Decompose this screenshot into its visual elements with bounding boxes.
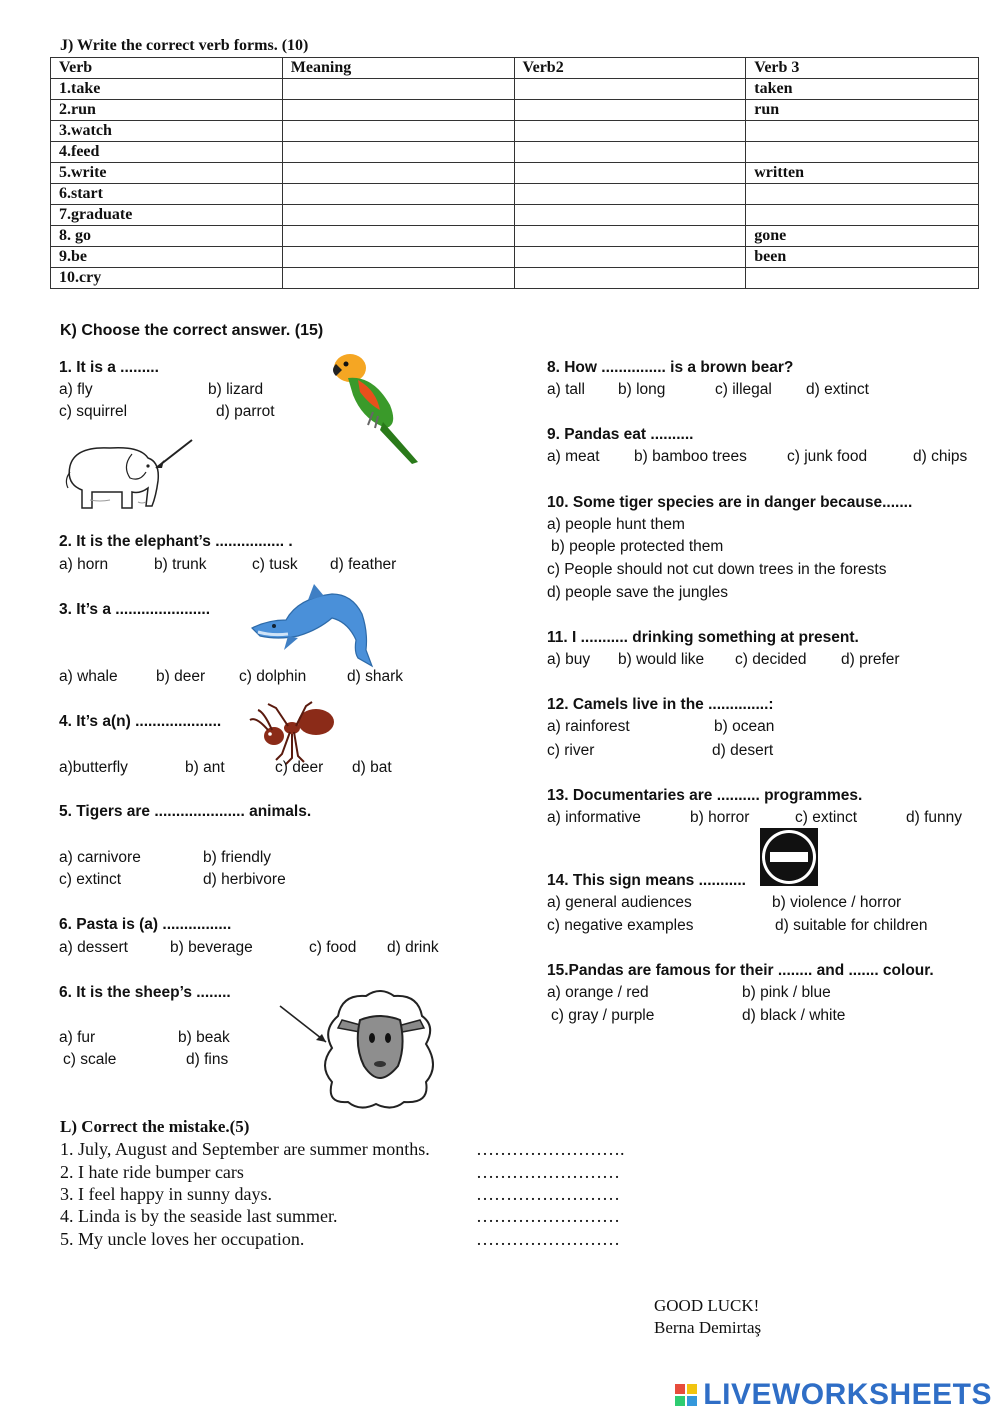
option-2d[interactable]: d) feather — [330, 556, 397, 573]
question-5: 5. Tigers are ..................... animals. — [59, 803, 312, 820]
question-4: 4. It’s a(n) .................... — [59, 713, 222, 730]
cell-verb: 7.graduate — [51, 205, 283, 226]
option-6a[interactable]: a) dessert — [59, 939, 128, 956]
table-row — [51, 226, 979, 247]
option-11c[interactable]: c) decided — [735, 651, 807, 668]
cell-meaning[interactable] — [282, 184, 514, 205]
option-7a[interactable]: a) fur — [59, 1029, 96, 1046]
option-12d[interactable]: d) desert — [712, 742, 774, 759]
cell-verb2[interactable] — [514, 226, 746, 247]
cell-meaning[interactable] — [282, 79, 514, 100]
cell-verb: 10.cry — [51, 268, 283, 289]
section-l-title: L) Correct the mistake.(5) — [60, 1117, 250, 1136]
cell-verb2[interactable] — [514, 163, 746, 184]
cell-verb: 9.be — [51, 247, 283, 268]
option-3b[interactable]: b) deer — [156, 668, 206, 685]
option-8c[interactable]: c) illegal — [715, 381, 772, 398]
option-6c[interactable]: c) food — [309, 939, 357, 956]
option-6b[interactable]: b) beverage — [170, 939, 253, 956]
section-k-title: K) Choose the correct answer. (15) — [60, 322, 324, 339]
header-meaning: Meaning — [282, 58, 514, 79]
cell-verb2[interactable] — [514, 268, 746, 289]
header-verb: Verb — [51, 58, 283, 79]
cell-meaning[interactable] — [282, 247, 514, 268]
cell-verb3[interactable] — [746, 142, 979, 163]
cell-verb: 2.run — [51, 100, 283, 121]
cell-verb2[interactable] — [514, 100, 746, 121]
header-verb2: Verb2 — [514, 58, 746, 79]
option-1a[interactable]: a) fly — [59, 381, 93, 398]
option-15b[interactable]: b) pink / blue — [742, 984, 831, 1001]
question-2: 2. It is the elephant’s ................ . — [59, 533, 293, 550]
cell-meaning[interactable] — [282, 163, 514, 184]
question-8: 8. How ............... is a brown bear? — [547, 359, 794, 376]
table-row — [51, 247, 979, 268]
answer-blank-3[interactable]: …………………… — [476, 1184, 620, 1204]
option-12c[interactable]: c) river — [547, 742, 595, 759]
mistake-sentence-3: 3. I feel happy in sunny days. — [60, 1184, 272, 1204]
option-3c[interactable]: c) dolphin — [239, 668, 307, 685]
option-14b[interactable]: b) violence / horror — [772, 894, 902, 911]
cell-meaning[interactable] — [282, 268, 514, 289]
option-9c[interactable]: c) junk food — [787, 448, 868, 465]
cell-verb2[interactable] — [514, 247, 746, 268]
mistake-sentence-2: 2. I hate ride bumper cars — [60, 1162, 244, 1182]
no-entry-sign-icon — [760, 828, 818, 886]
cell-verb3[interactable] — [746, 268, 979, 289]
option-3a[interactable]: a) whale — [59, 668, 118, 685]
question-9: 9. Pandas eat .......... — [547, 426, 694, 443]
option-11d[interactable]: d) prefer — [841, 651, 900, 668]
question-12: 12. Camels live in the ..............: — [547, 696, 774, 713]
table-row — [51, 142, 979, 163]
verb-forms-table — [50, 57, 979, 289]
option-15c[interactable]: c) gray / purple — [551, 1007, 655, 1024]
option-5d[interactable]: d) herbivore — [203, 871, 286, 888]
option-2b[interactable]: b) trunk — [154, 556, 207, 573]
parrot-picture — [328, 350, 423, 465]
ant-picture — [246, 698, 341, 766]
question-10: 10. Some tiger species are in danger because....... — [547, 494, 913, 511]
cell-verb2[interactable] — [514, 184, 746, 205]
option-3d[interactable]: d) shark — [347, 668, 403, 685]
option-12a[interactable]: a) rainforest — [547, 718, 630, 735]
table-row — [51, 205, 979, 226]
option-9a[interactable]: a) meat — [547, 448, 600, 465]
option-4d[interactable]: d) bat — [352, 759, 392, 776]
table-row — [51, 100, 979, 121]
cell-verb3[interactable] — [746, 184, 979, 205]
option-15d[interactable]: d) black / white — [742, 1007, 846, 1024]
option-9b[interactable]: b) bamboo trees — [634, 448, 747, 465]
cell-verb3[interactable] — [746, 121, 979, 142]
author-name: Berna Demirtaş — [654, 1318, 762, 1337]
option-5a[interactable]: a) carnivore — [59, 849, 141, 866]
option-6d[interactable]: d) drink — [387, 939, 439, 956]
logo-squares-icon — [674, 1383, 700, 1407]
mistake-sentence-1: 1. July, August and September are summer months. — [60, 1139, 430, 1159]
option-7d[interactable]: d) fins — [186, 1051, 229, 1068]
option-11b[interactable]: b) would like — [618, 651, 705, 668]
option-7c[interactable]: c) scale — [63, 1051, 117, 1068]
option-13c[interactable]: c) extinct — [795, 809, 858, 826]
header-verb3: Verb 3 — [746, 58, 979, 79]
dolphin-picture — [248, 580, 376, 670]
cell-meaning[interactable] — [282, 142, 514, 163]
cell-meaning[interactable] — [282, 226, 514, 247]
cell-verb3[interactable]: taken — [746, 79, 979, 100]
cell-verb: 6.start — [51, 184, 283, 205]
answer-blank-4[interactable]: …………………… — [476, 1206, 620, 1226]
option-8b[interactable]: b) long — [618, 381, 666, 398]
option-9d[interactable]: d) chips — [913, 448, 968, 465]
cell-verb2[interactable] — [514, 79, 746, 100]
table-row — [51, 163, 979, 184]
cell-verb: 4.feed — [51, 142, 283, 163]
cell-verb3[interactable]: run — [746, 100, 979, 121]
option-10c[interactable]: c) People should not cut down trees in the forests — [547, 561, 887, 578]
cell-verb3[interactable]: gone — [746, 226, 979, 247]
cell-meaning[interactable] — [282, 100, 514, 121]
option-5b[interactable]: b) friendly — [203, 849, 272, 866]
option-7b[interactable]: b) beak — [178, 1029, 230, 1046]
cell-verb2[interactable] — [514, 121, 746, 142]
option-13b[interactable]: b) horror — [690, 809, 750, 826]
option-15a[interactable]: a) orange / red — [547, 984, 649, 1001]
option-10d[interactable]: d) people save the jungles — [547, 584, 728, 601]
option-14d[interactable]: d) suitable for children — [775, 917, 928, 934]
table-header-row — [51, 58, 979, 79]
table-row — [51, 184, 979, 205]
table-row — [51, 121, 979, 142]
option-10b[interactable]: b) people protected them — [551, 538, 724, 555]
section-j-title: J) Write the correct verb forms. (10) — [60, 37, 309, 54]
option-1d[interactable]: d) parrot — [216, 403, 275, 420]
cell-verb3[interactable]: been — [746, 247, 979, 268]
sheep-picture — [276, 986, 461, 1111]
cell-verb: 1.take — [51, 79, 283, 100]
table-row — [51, 79, 979, 100]
option-4b[interactable]: b) ant — [185, 759, 225, 776]
question-3: 3. It’s a ...................... — [59, 601, 211, 618]
option-5c[interactable]: c) extinct — [59, 871, 122, 888]
cell-meaning[interactable] — [282, 121, 514, 142]
cell-verb3[interactable] — [746, 205, 979, 226]
option-1c[interactable]: c) squirrel — [59, 403, 128, 420]
good-luck-text: GOOD LUCK! — [654, 1296, 760, 1315]
liveworksheets-logo — [674, 1378, 992, 1412]
question-6: 6. Pasta is (a) ................ — [59, 916, 232, 933]
cell-verb2[interactable] — [514, 142, 746, 163]
option-2c[interactable]: c) tusk — [252, 556, 298, 573]
answer-blank-1[interactable]: ……………………. — [476, 1139, 625, 1159]
option-12b[interactable]: b) ocean — [714, 718, 775, 735]
answer-blank-2[interactable]: …………………… — [476, 1162, 620, 1182]
cell-verb2[interactable] — [514, 205, 746, 226]
option-13a[interactable]: a) informative — [547, 809, 641, 826]
option-11a[interactable]: a) buy — [547, 651, 591, 668]
option-4a[interactable]: a)butterfly — [59, 759, 128, 776]
option-2a[interactable]: a) horn — [59, 556, 109, 573]
question-1: 1. It is a ......... — [59, 359, 159, 376]
question-7: 6. It is the sheep’s ........ — [59, 984, 231, 1001]
option-1b[interactable]: b) lizard — [208, 381, 264, 398]
cell-verb: 5.write — [51, 163, 283, 184]
question-13: 13. Documentaries are .......... programmes. — [547, 787, 863, 804]
option-14a[interactable]: a) general audiences — [547, 894, 692, 911]
question-14: 14. This sign means ........... — [547, 872, 746, 889]
option-13d[interactable]: d) funny — [906, 809, 963, 826]
option-14c[interactable]: c) negative examples — [547, 917, 694, 934]
cell-verb3[interactable]: written — [746, 163, 979, 184]
option-10a[interactable]: a) people hunt them — [547, 516, 685, 533]
question-11: 11. I ........... drinking something at present. — [547, 629, 859, 646]
answer-blank-5[interactable]: …………………… — [476, 1229, 620, 1249]
option-8d[interactable]: d) extinct — [806, 381, 869, 398]
logo-text: LIVEWORKSHEETS — [703, 1378, 992, 1411]
cell-verb: 8. go — [51, 226, 283, 247]
mistake-sentence-4: 4. Linda is by the seaside last summer. — [60, 1206, 338, 1226]
question-15: 15.Pandas are famous for their ........ and ....... colour. — [547, 962, 934, 979]
option-4c[interactable]: c) deer — [275, 759, 324, 776]
option-8a[interactable]: a) tall — [547, 381, 585, 398]
table-row — [51, 268, 979, 289]
cell-meaning[interactable] — [282, 205, 514, 226]
elephant-picture — [60, 436, 195, 514]
mistake-sentence-5: 5. My uncle loves her occupation. — [60, 1229, 305, 1249]
cell-verb: 3.watch — [51, 121, 283, 142]
